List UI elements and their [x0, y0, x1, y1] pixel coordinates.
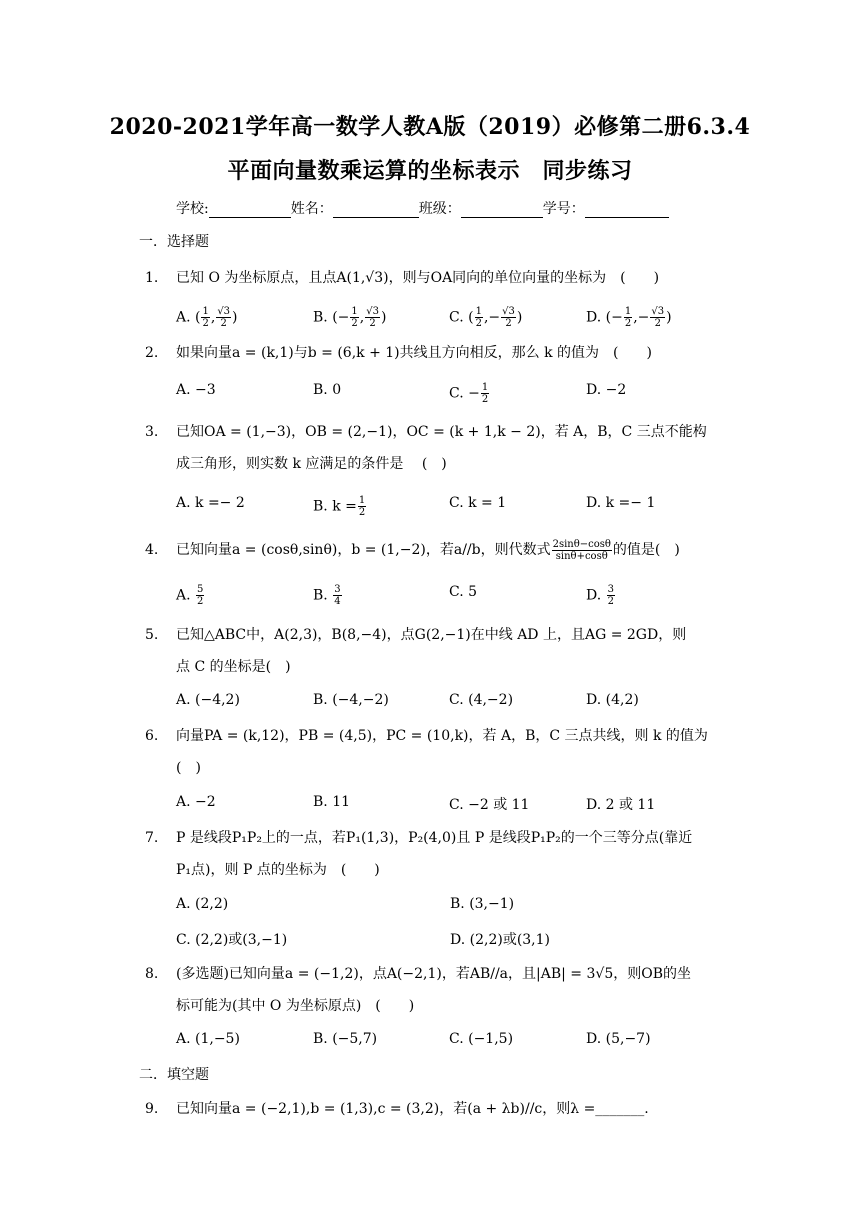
option-d[interactable]: D. (4,2) [586, 692, 639, 708]
question-text-line-2: 点 C 的坐标是( ) [176, 659, 291, 675]
options-4 [176, 584, 736, 608]
option-d[interactable]: D. (2,2)或(3,1) [450, 932, 551, 948]
option-d[interactable]: D. (− $\frac{1}{2}$ ,− $\frac{√3}{2}$ ) [586, 306, 672, 329]
option-c[interactable]: C. 5 [449, 584, 478, 600]
option-a[interactable]: A. (1,−5) [176, 1031, 240, 1047]
option-b[interactable]: B. k = $\frac{1}{2}$ [313, 495, 366, 518]
option-d[interactable]: D. k =− 1 [586, 495, 656, 511]
section-fill: 二．填空题 [139, 1067, 209, 1083]
option-d[interactable]: D. −2 [586, 382, 627, 398]
option-c[interactable]: C. −2 或 11 [449, 797, 530, 813]
option-b[interactable]: B. (−4,−2) [313, 692, 389, 708]
question-text-line-1: 向量PA = (k,12)，PB = (4,5)，PC = (10,k)，若 A，B，C 三点共线，则 k 的值为 [176, 728, 708, 744]
title-line-1: 2020-2021学年高一数学人教A版（2019）必修第二册6.3.4 [109, 114, 751, 140]
question-text-line-1: 已知△ABC中，A(2,3)，B(8,−4)，点G(2,−1)在中线 AD 上，且AG = 2GD，则 [176, 627, 687, 643]
class-blank[interactable] [461, 217, 543, 218]
question-4 [145, 534, 725, 566]
question-6 [145, 720, 725, 784]
question-number: 1. [145, 270, 159, 286]
school-blank[interactable] [209, 217, 291, 218]
question-text: 已知向量a = (cosθ,sinθ)，b = (1,−2)，若a//b，则代数式 $\frac{2\sin\theta-\cos\theta}{\sin\theta+\cos\theta}$ 的值是( ) [176, 538, 680, 562]
option-d[interactable]: D. $\frac{3}{2}$ [586, 584, 615, 607]
options-7-row-2 [176, 929, 736, 953]
options-2 [176, 382, 736, 406]
options-3 [176, 495, 736, 519]
question-number: 8. [145, 966, 159, 982]
id-blank[interactable] [585, 217, 669, 218]
question-text: 如果向量a = (k,1)与b = (6,k + 1)共线且方向相反，那么 k 的值为 ( ) [176, 345, 652, 361]
option-a[interactable]: A. (−4,2) [176, 692, 240, 708]
options-5 [176, 692, 736, 716]
options-1 [176, 306, 736, 330]
option-b[interactable]: B. (3,−1) [450, 896, 515, 912]
options-6 [176, 794, 736, 818]
question-text[interactable]: 已知向量a = (−2,1),b = (1,3),c = (3,2)，若(a + λb)//c，则λ =_______. [176, 1101, 649, 1117]
question-number: 6. [145, 728, 159, 744]
question-5 [145, 619, 725, 683]
option-a[interactable]: A. ( $\frac{1}{2}$ , $\frac{√3}{2}$ ) [176, 306, 238, 329]
options-7-row-1 [176, 896, 736, 920]
option-b[interactable]: B. (−5,7) [313, 1031, 378, 1047]
option-a[interactable]: A. $\frac{5}{2}$ [176, 584, 204, 607]
id-label: 学号： [542, 201, 585, 217]
section-choice: 一．选择题 [139, 234, 209, 250]
class-label: 班级： [418, 201, 461, 217]
option-b[interactable]: B. (− $\frac{1}{2}$ , $\frac{√3}{2}$ ) [313, 306, 387, 329]
question-number: 3. [145, 424, 159, 440]
option-a[interactable]: A. −2 [176, 794, 216, 810]
question-number: 5. [145, 627, 159, 643]
question-text-line-2: ( ) [176, 760, 201, 776]
option-c[interactable]: C. − $\frac{1}{2}$ [449, 382, 489, 405]
name-label: 姓名： [290, 201, 333, 217]
option-c[interactable]: C. (−1,5) [449, 1031, 514, 1047]
question-9 [145, 1093, 725, 1125]
question-text-line-2: P₁点)，则 P 点的坐标为 ( ) [176, 862, 380, 878]
option-d[interactable]: D. (5,−7) [586, 1031, 651, 1047]
question-7 [145, 822, 725, 886]
option-c[interactable]: C. k = 1 [449, 495, 507, 511]
option-d[interactable]: D. 2 或 11 [586, 797, 656, 813]
question-number: 2. [145, 345, 159, 361]
question-2 [145, 337, 725, 369]
school-label: 学校: [176, 201, 209, 217]
question-text-line-2: 成三角形，则实数 k 应满足的条件是 ( ) [176, 456, 447, 472]
option-a[interactable]: A. −3 [176, 382, 216, 398]
question-8 [145, 958, 725, 1022]
question-3 [145, 416, 725, 480]
option-a[interactable]: A. (2,2) [176, 896, 229, 912]
question-text-line-1: (多选题)已知向量a = (−1,2)，点A(−2,1)，若AB//a，且|AB| = 3√5，则OB的坐 [176, 966, 691, 982]
question-number: 7. [145, 830, 159, 846]
option-b[interactable]: B. 11 [313, 794, 351, 810]
option-b[interactable]: B. 0 [313, 382, 342, 398]
title-line-2: 平面向量数乘运算的坐标表示 同步练习 [227, 158, 633, 184]
question-text: 已知 O 为坐标原点，且点A(1,√3)，则与OA同向的单位向量的坐标为 ( ) [176, 270, 660, 286]
options-8 [176, 1031, 736, 1055]
question-1 [145, 262, 725, 294]
student-info-row [176, 198, 669, 218]
option-b[interactable]: B. $\frac{3}{4}$ [313, 584, 341, 607]
option-c[interactable]: C. (4,−2) [449, 692, 514, 708]
question-number: 4. [145, 542, 159, 558]
question-number: 9. [145, 1101, 159, 1117]
option-c[interactable]: C. ( $\frac{1}{2}$ ,− $\frac{√3}{2}$ ) [449, 306, 523, 329]
option-c[interactable]: C. (2,2)或(3,−1) [176, 932, 288, 948]
question-text-line-2: 标可能为(其中 O 为坐标原点) ( ) [176, 998, 415, 1014]
name-blank[interactable] [333, 217, 419, 218]
question-text-line-1: 已知OA = (1,−3)，OB = (2,−1)，OC = (k + 1,k − 2)，若 A，B，C 三点不能构 [176, 424, 707, 440]
option-a[interactable]: A. k =− 2 [176, 495, 245, 511]
question-text-line-1: P 是线段P₁P₂上的一点，若P₁(1,3)，P₂(4,0)且 P 是线段P₁P₂的一个三等分点(靠近 [176, 830, 693, 846]
